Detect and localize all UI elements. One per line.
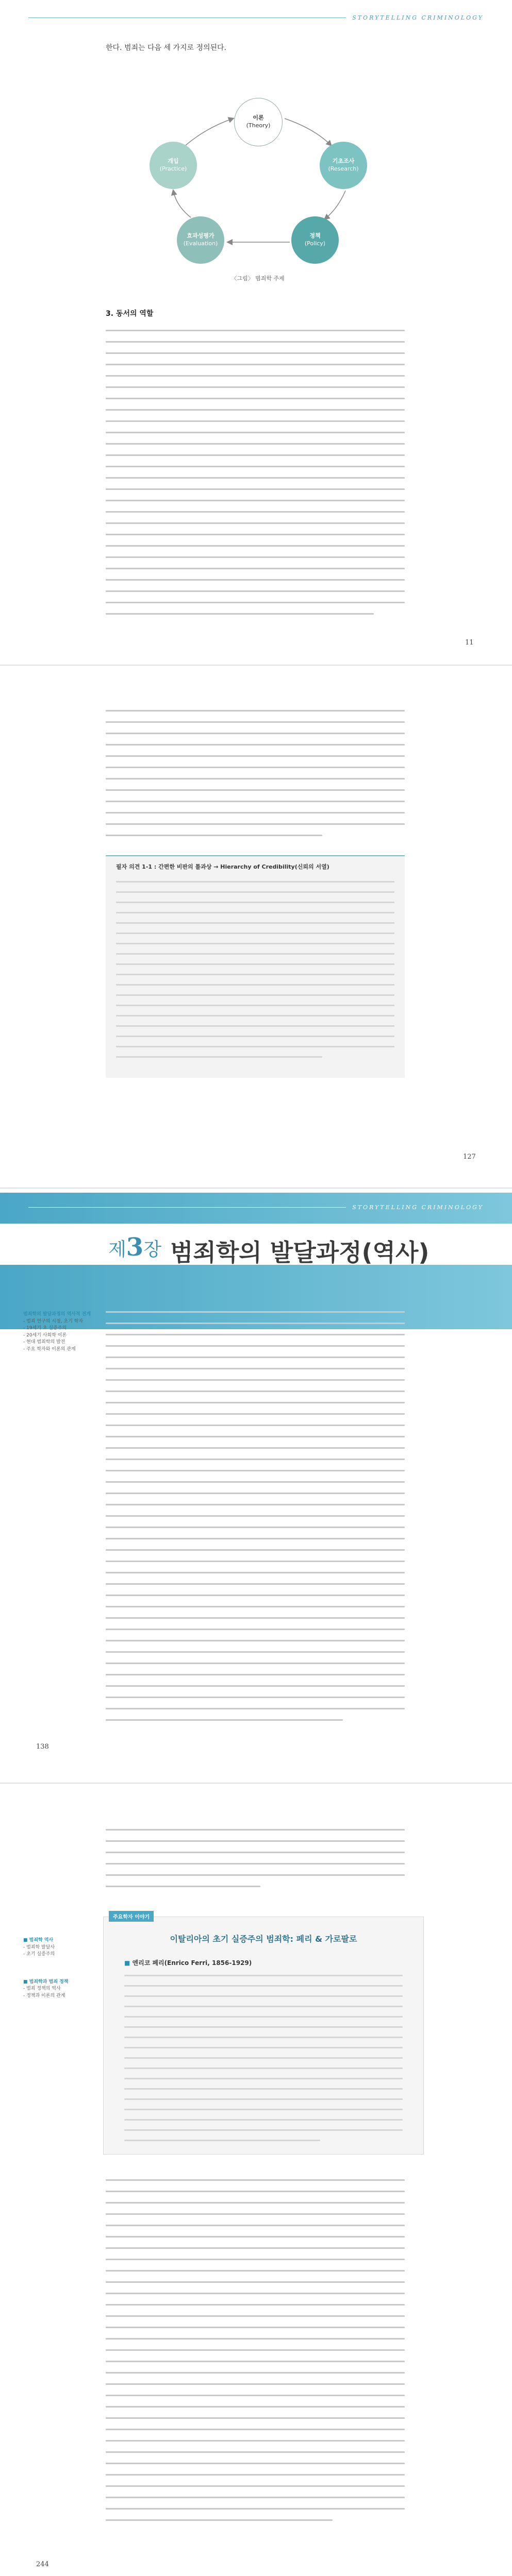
section-heading: 3. 동서의 역할 bbox=[106, 310, 154, 318]
page-number: 11 bbox=[465, 639, 474, 647]
page-number: 127 bbox=[463, 1153, 476, 1161]
figure-caption: 〈그림〉 범죄학 주제 bbox=[231, 275, 285, 282]
case-subheading: ■ 엔리코 페리(Enrico Ferri, 1856-1929) bbox=[124, 1959, 252, 1967]
page-11 bbox=[0, 0, 512, 665]
header-text: STORYTELLING CRIMINOLOGY bbox=[352, 14, 484, 21]
node-policy: 정책 (Policy) bbox=[291, 216, 339, 264]
side-note: ■ 범죄학 역사 - 범죄학 발달사 - 초기 실증주의 ■ 범죄학과 범죄 정책 - 범죄 정책의 역사 - 정책과 이론의 관계 bbox=[23, 1938, 69, 1998]
note-box bbox=[106, 855, 405, 1078]
intro-line: 한다. 범죄는 다음 세 가지로 정의된다. bbox=[106, 44, 227, 52]
running-header: STORYTELLING CRIMINOLOGY bbox=[28, 1204, 484, 1211]
case-label: 주요학자 이야기 bbox=[109, 1911, 154, 1922]
side-note: 범죄학의 발달과정의 역사적 전개 - 범죄 연구의 시점, 초기 학자 - 19세기 초 실증주의 - 20세기 사회학 이론 - 현대 범죄학의 발전 - 주요 학자와 이론의 관계 bbox=[23, 1312, 91, 1352]
page-244 bbox=[0, 1788, 512, 2576]
chapter-number: 제3장 bbox=[108, 1233, 161, 1262]
page-number: 244 bbox=[36, 2561, 49, 2568]
node-practice: 개입 (Practice) bbox=[150, 142, 197, 189]
node-evaluation: 효과성평가 (Evaluation) bbox=[177, 216, 224, 264]
running-header bbox=[28, 14, 484, 21]
node-theory: 이론 (Theory) bbox=[234, 98, 283, 146]
note-box-title: 필자 의견 1-1 : 간편한 비판의 틀과상 → Hierarchy of Credibility(신뢰의 서열) bbox=[116, 863, 329, 870]
page-number: 138 bbox=[36, 1743, 49, 1751]
page-127 bbox=[0, 665, 512, 1180]
chapter-title: 범죄학의 발달과정(역사) bbox=[170, 1239, 430, 1266]
cycle-diagram bbox=[139, 98, 376, 282]
case-title: 이탈리아의 초기 실증주의 범죄학: 페리 & 가로팔로 bbox=[170, 1934, 357, 1944]
node-research: 기초조사 (Research) bbox=[320, 142, 367, 189]
case-box bbox=[103, 1914, 424, 2155]
page-138 bbox=[0, 1193, 512, 1770]
